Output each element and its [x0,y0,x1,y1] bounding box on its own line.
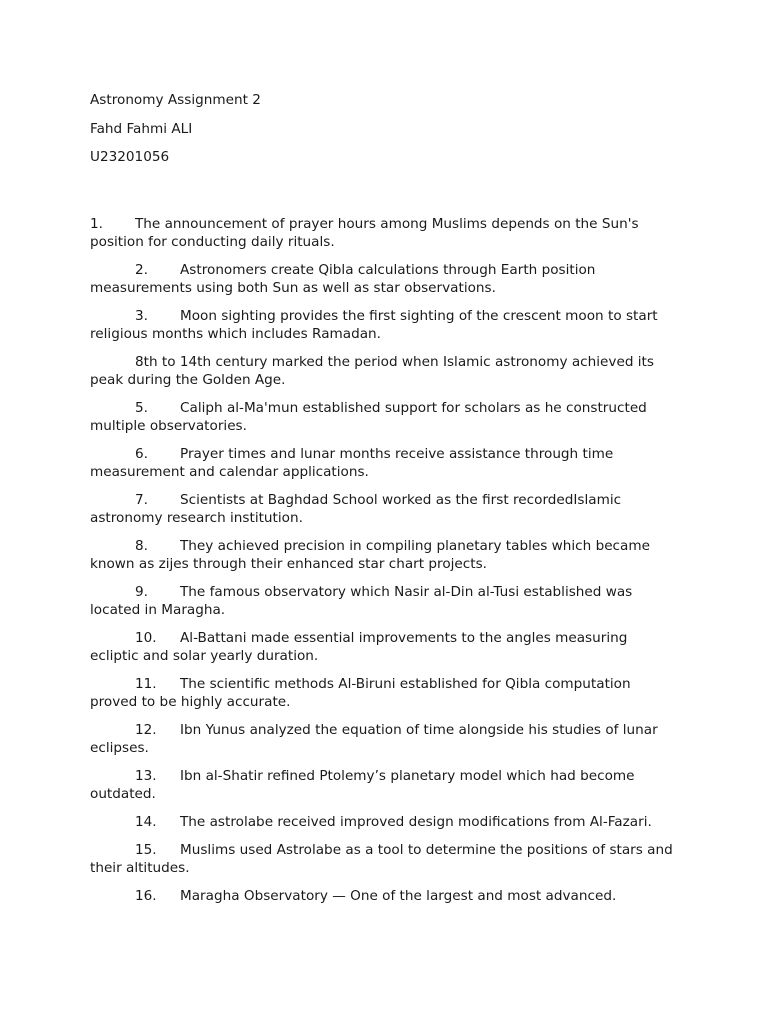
list-item [90,399,680,435]
list-item-number: 15. [135,841,157,858]
list-item [90,767,680,803]
header-spacer [90,177,680,215]
list-item-number: 3. [135,307,148,324]
author-name: Fahd Fahmi ALI [90,120,193,137]
list-item-number: 13. [135,767,157,784]
list-item-number: 16. [135,887,157,904]
list-item-text: 8th to 14th century marked the period when Islamic astronomy achieved its peak during the Golden Age. [90,353,654,388]
list-item-text: Ibn al-Shatir refined Ptolemy’s planetary model which had become outdated. [90,767,635,802]
list-item [90,721,680,757]
list-item-text: Al-Battani made essential improvements to the angles measuring ecliptic and solar yearly duration. [90,629,628,664]
list-item-number: 2. [135,261,148,278]
list-item-number: 11. [135,675,157,692]
list-item-number: 8. [135,537,148,554]
list-item-text: Astronomers create Qibla calculations through Earth position measurements using both Sun as well as star observations. [90,261,596,296]
list-item [90,307,680,343]
list-item [90,491,680,527]
list-item [90,813,680,831]
list-item-text: Ibn Yunus analyzed the equation of time alongside his studies of lunar eclipses. [90,721,658,756]
list-item [90,537,680,573]
list-item [90,629,680,665]
list-item-number: 14. [135,813,157,830]
document-title: Astronomy Assignment 2 [90,92,261,108]
document-page [90,91,680,915]
list-item-text: The scientific methods Al-Biruni established for Qibla computation proved to be highly accurate. [90,675,631,710]
list-item [90,353,680,389]
list-item [90,261,680,297]
list-item-number: 6. [135,445,148,462]
list-item-text: Scientists at Baghdad School worked as the first recordedIslamic astronomy research institution. [90,491,622,526]
list-item-text: The famous observatory which Nasir al-Din al-Tusi established was located in Maragha. [90,583,633,618]
list-item-number: 9. [135,583,148,600]
list-item-number: 12. [135,721,157,738]
list-item-text: Moon sighting provides the first sighting of the crescent moon to start religious months which includes Ramadan. [90,307,658,342]
list-item-number: 1. [90,215,103,232]
list-item-number: 5. [135,399,148,416]
list-item-text: Prayer times and lunar months receive assistance through time measurement and calendar applications. [90,445,614,480]
list-item [90,887,680,905]
list-item-number: 7. [135,491,148,508]
list-item [90,215,680,251]
list-item-text: The announcement of prayer hours among Muslims depends on the Sun's position for conducting daily rituals. [90,215,639,250]
list-item-text: Caliph al-Ma'mun established support for scholars as he constructed multiple observatories. [90,399,647,434]
list-item-text: They achieved precision in compiling planetary tables which became known as zijes through their enhanced star chart projects. [90,537,650,572]
student-id: U23201056 [90,149,170,165]
list-item [90,583,680,619]
list-item-number: 10. [135,629,157,646]
list-item [90,841,680,877]
list-item-text: Maragha Observatory — One of the largest and most advanced. [180,887,617,904]
numbered-list [90,215,680,905]
list-item [90,445,680,481]
list-item-text: The astrolabe received improved design modifications from Al-Fazari. [180,813,652,830]
list-item-text: Muslims used Astrolabe as a tool to determine the positions of stars and their altitudes. [90,841,673,876]
list-item [90,675,680,711]
